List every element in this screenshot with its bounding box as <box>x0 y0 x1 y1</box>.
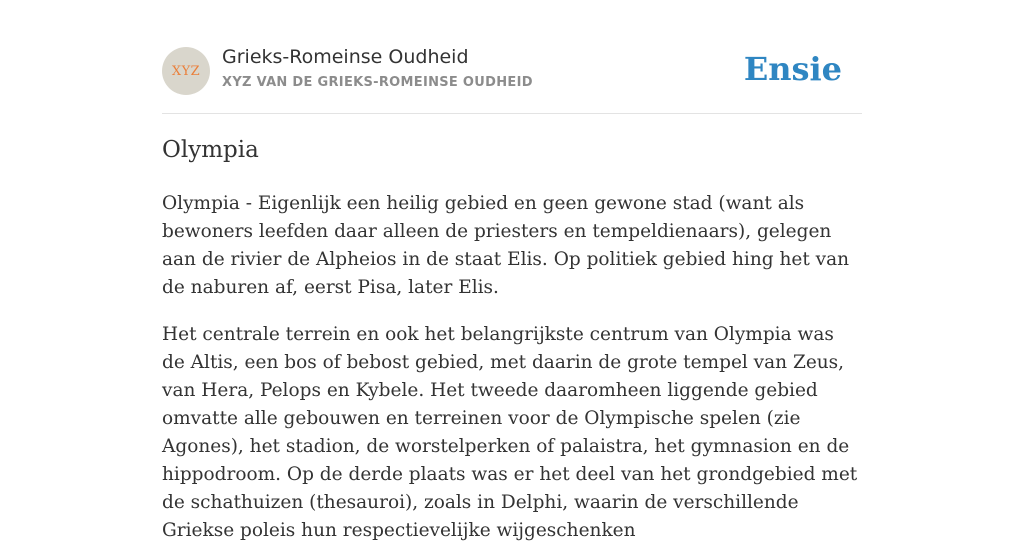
source-subtitle[interactable]: XYZ VAN DE GRIEKS-ROMEINSE OUDHEID <box>222 75 533 90</box>
ensie-logo[interactable]: Ensie <box>743 50 842 88</box>
source-title[interactable]: Grieks-Romeinse Oudheid <box>222 46 469 68</box>
article-title: Olympia <box>162 137 259 163</box>
article-paragraph: Het centrale terrein en ook het belangrijkste centrum van Olympia was de Altis, een bos of bebost gebied, met daarin de grote tempel van Zeus, van Hera, Pelops en Kybele. Het tweede daaromheen liggende gebied omvatte alle gebouwen en terreinen voor de Olympische spelen (zie Agones), het stadion, de worstelperken of palaistra, het gymnasion en de hippodroom. Op de derde plaats was er het deel van het grondgebied met de schathuizen (thesauroi), zoals in Delphi, waarin de verschillende Griekse poleis hun respectievelijke wijgeschenken <box>162 324 858 541</box>
source-avatar[interactable]: XYZ <box>162 47 210 95</box>
source-header <box>162 46 862 96</box>
header-divider <box>162 113 862 114</box>
article-paragraph: Olympia - Eigenlijk een heilig gebied en geen gewone stad (want als bewoners leefden daar alleen de priesters en tempeldienaars), gelegen aan de rivier de Alpheios in de staat Elis. Op politiek gebied hing het van de naburen af, eerst Pisa, later Elis. <box>162 193 850 298</box>
